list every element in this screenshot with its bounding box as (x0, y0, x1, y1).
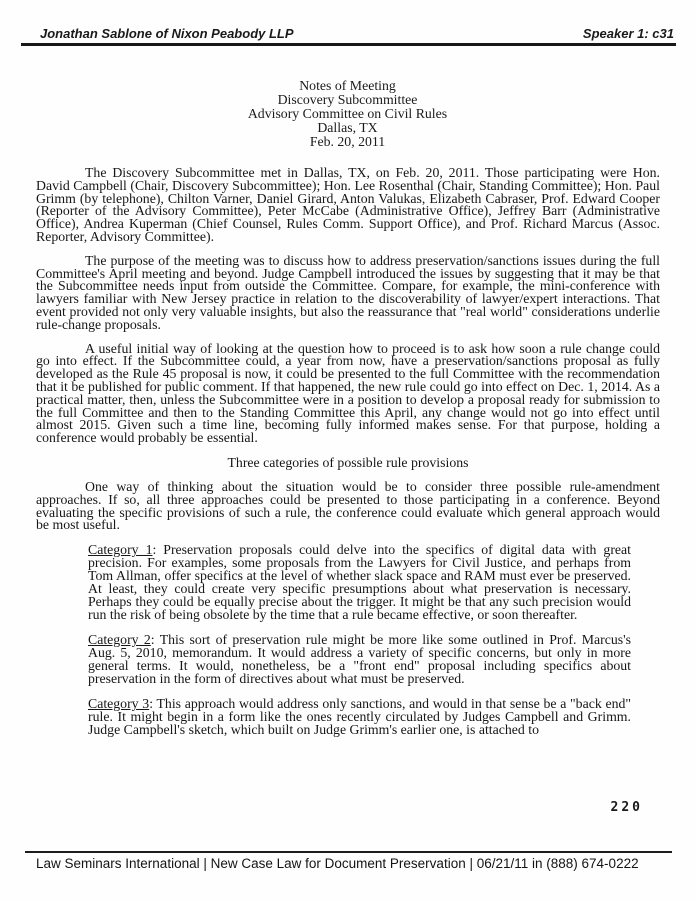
paragraph-participants: The Discovery Subcommittee met in Dallas, TX, on Feb. 20, 2011. Those participating were Hon. David Campbell (Chair, Discovery Subcommittee); Hon. Lee Rosenthal (Chair, Standing Committee); Hon. Paul Grimm (by telephone), Chilton Varner, Daniel Girard, Anton Valukas, Elizabeth Cabraser, Prof. Edward Cooper (Reporter of the Advisory Committee), Peter McCabe (Administrative Office), Jeffrey Barr (Administrative Office), Andrea Kuperman (Chief Counsel, Rules Comm. Support Office), and Prof. Richard Marcus (Assoc. Reporter, Advisory Committee). (36, 165, 660, 244)
title-line-date: Feb. 20, 2011 (309, 134, 386, 149)
document-header (21, 26, 676, 46)
category-1-paragraph (88, 543, 631, 621)
title-line-notes: Notes of Meeting (299, 78, 396, 93)
paragraph-purpose: The purpose of the meeting was to discuss how to address preservation/sanctions issues during the full Committee's April meeting and beyond. Judge Campbell introduced the issues by suggesting that it may be that the Subcommittee needs input from outside the Committee. Compare, for example, the mini-conference with lawyers familiar with New Jersey practice in relation to the discoverability of lawyer/expert interactions. That event provided not only very valuable insights, but also the reassurance that "real world" considerations underlie rule-change proposals. (36, 252, 660, 332)
paragraph-timeline: A useful initial way of looking at the question how to proceed is to ask how soon a rule change could go into effect. If the Subcommittee could, a year from now, have a preservation/sanctions proposal as fully developed as the Rule 45 proposal is now, it could be presented to the full Committee with the recommendation that it be published for public comment. If that happened, the new rule could go into effect on Dec. 1, 2014. As a practical matter, then, unless the Subcommittee were in a position to develop a proposal ready for submission to the full Committee and then to the Standing Committee this April, any change would not go into effect until almost 2015. Given such a time line, becoming fully informed makes sense. For that purpose, holding a conference would probably be essential. (36, 340, 660, 446)
category-1-label: Category 1 (88, 542, 153, 558)
category-2-label: Category 2 (88, 632, 151, 648)
header-author: Jonathan Sablone of Nixon Peabody LLP (40, 26, 294, 41)
category-3-label: Category 3 (88, 696, 150, 712)
title-block (0, 79, 695, 149)
category-2-paragraph (88, 633, 631, 685)
document-footer (25, 851, 672, 871)
paragraph-three-approaches: One way of thinking about the situation would be to consider three possible rule-amendment approaches. If so, all three approaches could be presented to those participating in a conference. Beyond evaluating the specific provisions of such a rule, the conference could evaluate which general approach would be most useful. (36, 478, 660, 533)
title-line-committee: Advisory Committee on Civil Rules (247, 106, 448, 121)
page-number: 220 (610, 800, 643, 815)
footer-rule (25, 851, 672, 853)
category-3-paragraph (88, 697, 631, 736)
document-body (36, 167, 660, 736)
title-line-subcommittee: Discovery Subcommittee (277, 92, 418, 107)
section-heading: Three categories of possible rule provisions (227, 454, 469, 470)
category-1-text: : Preservation proposals could delve into the specifics of digital data with great precision. For examples, some proposals from the Lawyers for Civil Justice, and perhaps from Tom Allman, offer specifics at the level of whether slack space and RAM must ever be preserved. At least, they could create very specific presumptions about what preservation is necessary. Perhaps they could be equally precise about the trigger. It might be that any such precision would run the risk of being obsolete by the time that a rule became effective, or soon thereafter. (88, 542, 631, 623)
footer-text: Law Seminars International | New Case Law for Document Preservation | 06/21/11 in (888) 674-0222 (36, 856, 639, 871)
title-line-location: Dallas, TX (317, 120, 378, 135)
category-2-text: : This sort of preservation rule might be more like some outlined in Prof. Marcus's Aug. 5, 2010, memorandum. It would address a variety of specific concerns, but only in more general terms. It would, nonetheless, be a "front end" proposal including specifics about preservation in the form of directives about what must be preserved. (88, 632, 632, 687)
header-speaker-tag: Speaker 1: c31 (582, 26, 674, 41)
category-3-text: : This approach would address only sanctions, and would in that sense be a "back end" rule. It might begin in a form like the ones recently circulated by Judges Campbell and Grimm. Judge Campbell's sketch, which built on Judge Grimm's earlier one, is attached to (88, 696, 632, 738)
